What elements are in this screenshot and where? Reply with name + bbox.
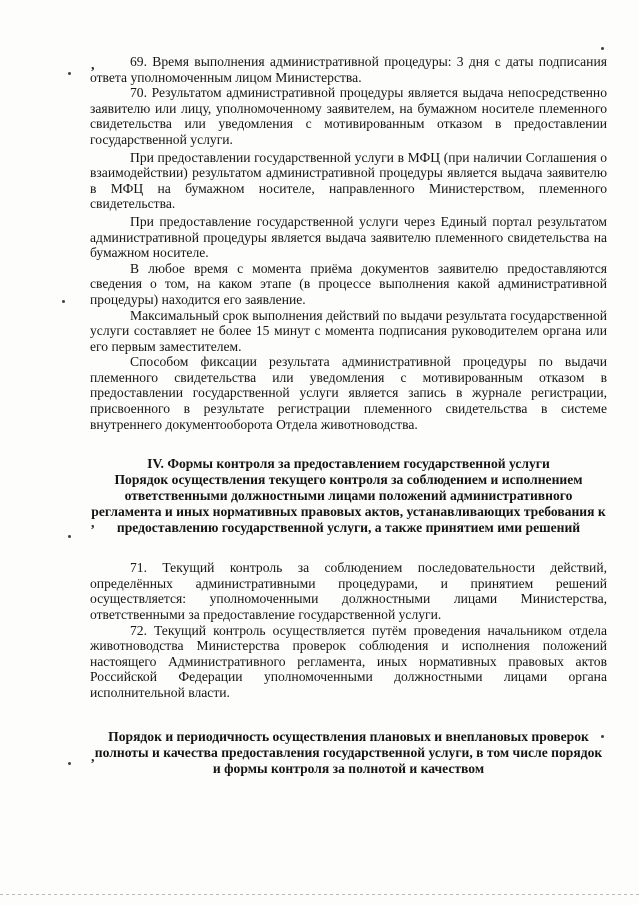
paragraph-mfc: При предоставлении государственной услуги в МФЦ (при наличии Соглашения о взаимодействии) результатом административной процедуры является выдача заявителю в МФЦ на бумажном носителе, направленного Министерством, племенного свидетельства.	[90, 149, 607, 212]
scan-bottom-edge	[0, 894, 639, 895]
margin-dot	[601, 47, 604, 50]
paragraph-69: 69. Время выполнения административной процедуры: 3 дня с даты подписания ответа уполномоченным лицом Министерства.	[90, 54, 607, 85]
document-body	[90, 54, 607, 777]
margin-mark: ,	[91, 58, 95, 73]
paragraph-70: 70. Результатом административной процедуры является выдача непосредственно заявителю или лицу, уполномоченному заявителем, на бумажном носителе племенного свидетельства или уведомления с мотивированным отказом в предоставлении государственной услуги.	[90, 85, 607, 147]
paragraph-72: 72. Текущий контроль осуществляется путём проведения начальником отдела животноводства Министерства проверок соблюдения и исполнения положений настоящего Административного регламента, иных нормативных правовых актов Российской Федерации уполномоченными должностными лицами органа исполнительной власти.	[90, 622, 607, 700]
margin-mark: ,	[91, 516, 95, 531]
margin-dot	[68, 72, 71, 75]
margin-mark: ,	[91, 750, 95, 765]
margin-dot	[62, 300, 65, 303]
paragraph-max-time: Максимальный срок выполнения действий по выдачи результата государственной услуги составляет не более 15 минут с момента подписания руководителем органа или его первым заместителем.	[90, 307, 607, 354]
paragraph-portal: При предоставление государственной услуги через Единый портал результатом административной процедуры является выдача заявителю племенного свидетельства на бумажном носителе.	[90, 213, 607, 261]
paragraph-status-info: В любое время с момента приёма документов заявителю предоставляются сведения о том, на каком этапе (в процессе выполнения какой административной процедуры) находится его заявление.	[90, 260, 607, 307]
margin-dot	[68, 762, 71, 765]
margin-dot	[68, 535, 71, 538]
subheading-inspections: Порядок и периодичность осуществления плановых и внеплановых проверок полноты и качества предоставления государственной услуги, в том числе порядок и формы контроля за полнотой и качеством	[94, 728, 603, 776]
paragraph-71: 71. Текущий контроль за соблюдением последовательности действий, определённых административными процедурами, и принятием решений осуществляется: уполномоченными должностными лицами Министерства, ответственными за предоставление государственной услуги.	[90, 560, 607, 623]
section-heading: IV. Формы контроля за предоставлением государственной услуги	[147, 456, 550, 472]
paragraph-fixation: Способом фиксации результата административной процедуры по выдачи племенного свидетельства или уведомления с мотивированным отказом в предоставлении государственной услуги является запись в журнале регистрации, присвоенного в результате регистрации племенного свидетельства в системе внутреннего документооборота Отдела животноводства.	[90, 354, 607, 432]
subheading-current-control: Порядок осуществления текущего контроля за соблюдением и исполнением ответственными должностными лицами положений административного регламента и иных нормативных правовых актов, устанавливающих требования к предоставлению государственной услуги, а также принятием ими решений	[91, 472, 606, 536]
